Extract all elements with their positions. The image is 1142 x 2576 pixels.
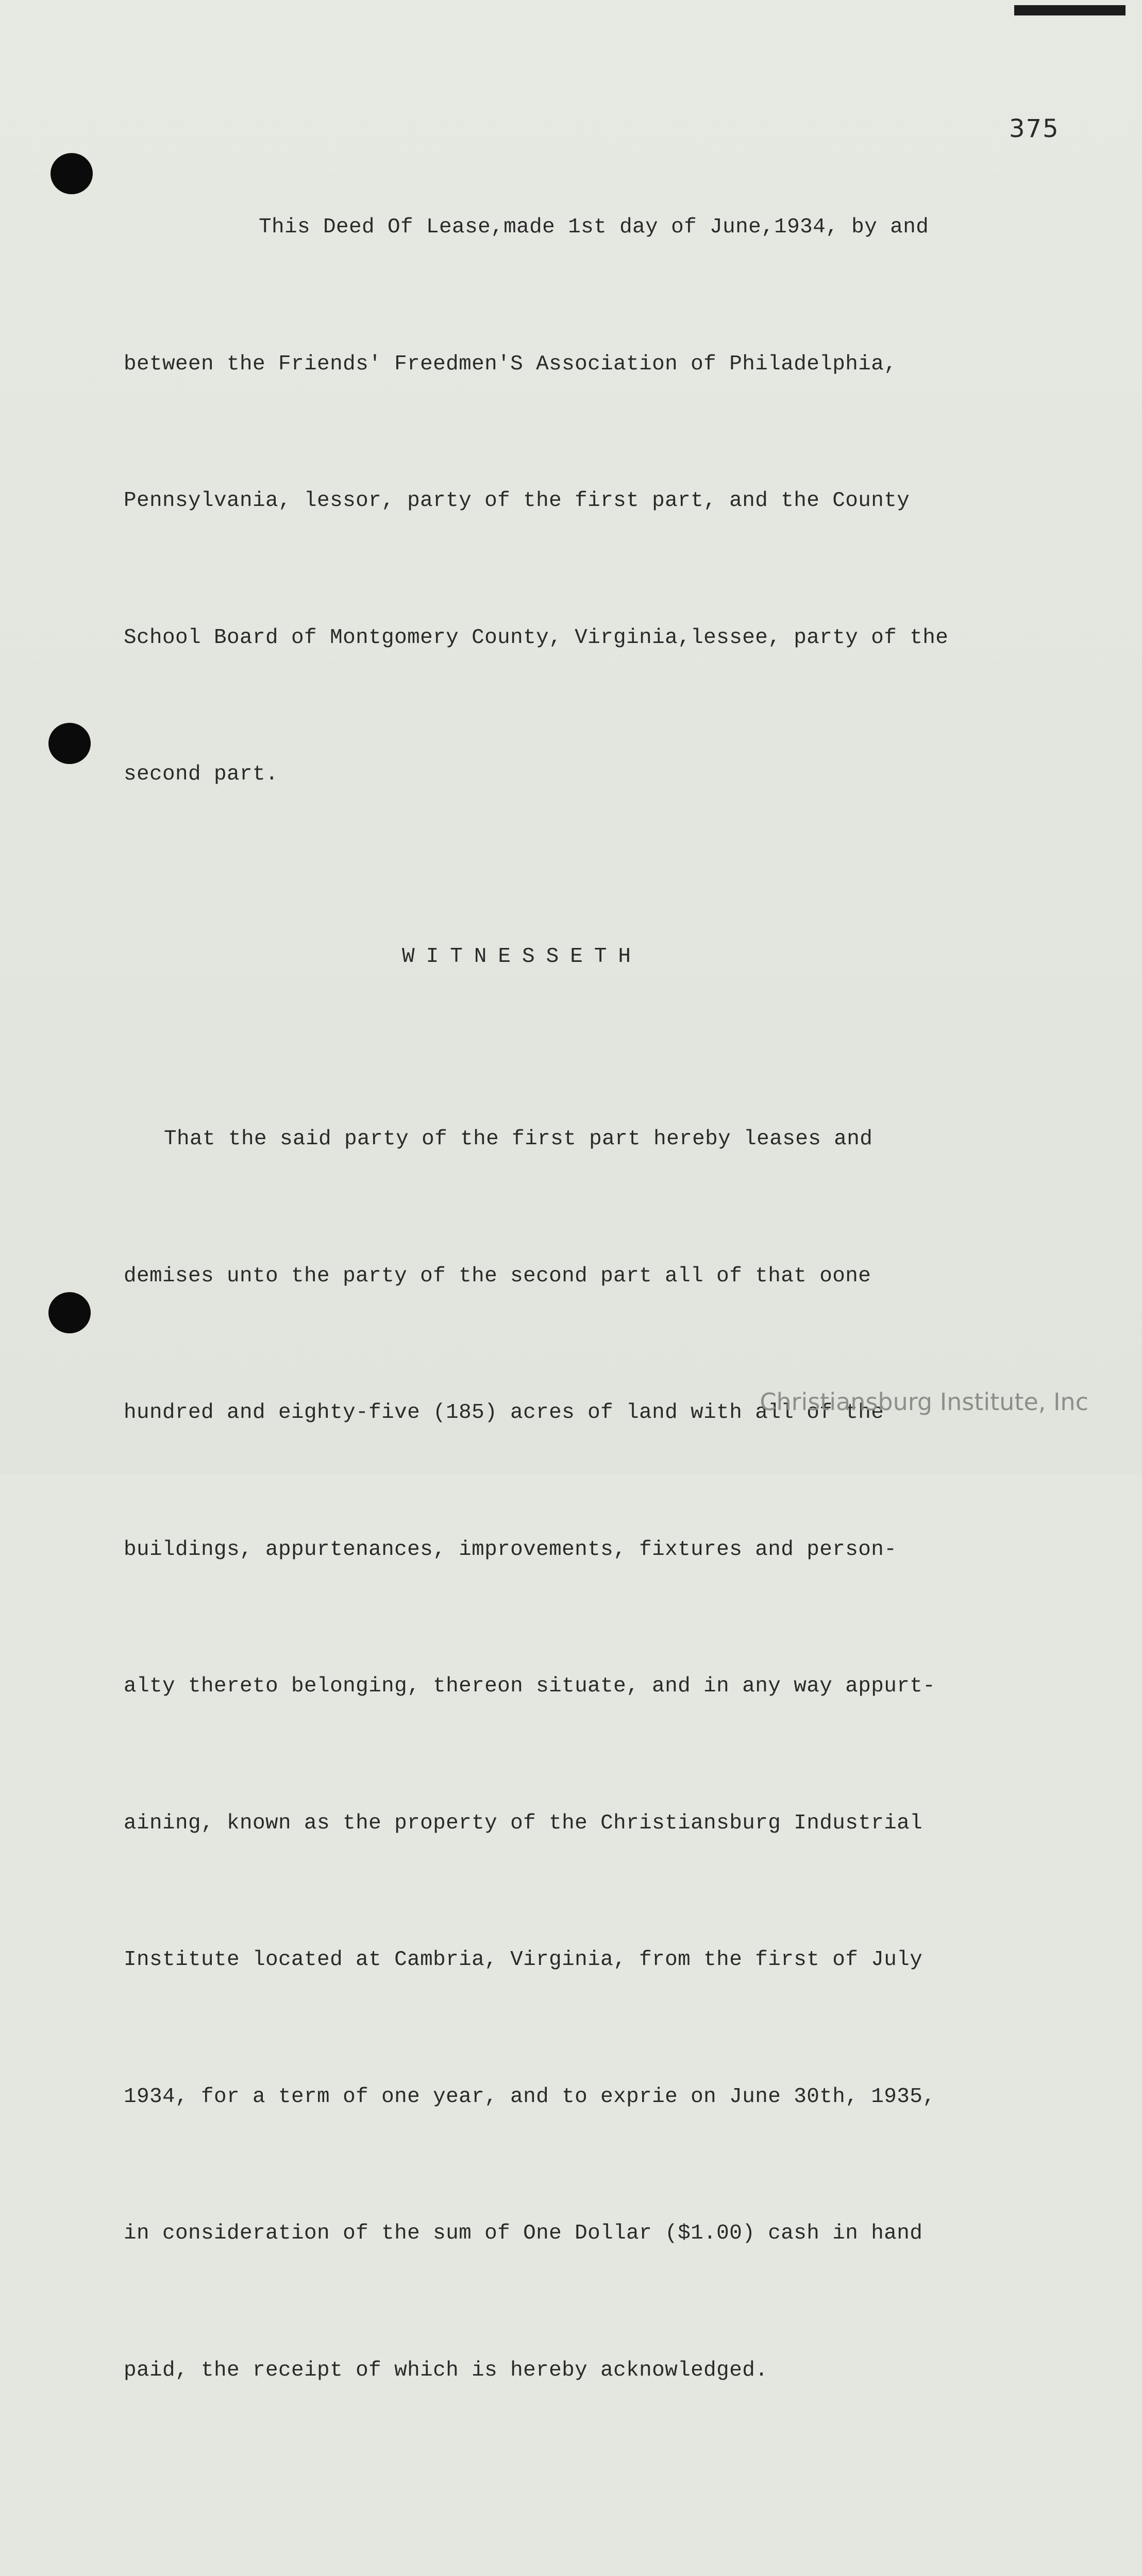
witnesseth-heading: WITNESSETH bbox=[402, 945, 643, 969]
punch-hole-bottom bbox=[48, 1292, 91, 1333]
handwritten-page-number: 375 bbox=[1009, 114, 1060, 143]
paragraph-2-line: demises unto the party of the second part all of that oone bbox=[124, 1264, 871, 1288]
paragraph-1-line: second part. bbox=[124, 762, 279, 786]
paragraph-2-line: alty thereto belonging, thereon situate, and in any way appurt- bbox=[124, 1674, 936, 1698]
paragraph-1-line: between the Friends' Freedmen'S Association of Philadelphia, bbox=[124, 352, 897, 376]
paragraph-2-line: hundred and eighty-five (185) acres of land with all of the bbox=[124, 1401, 884, 1425]
paragraph-2-line: buildings, appurtenances, improvements, fixtures and person- bbox=[124, 1537, 897, 1562]
paragraph-2-line: aining, known as the property of the Christiansburg Industrial bbox=[124, 1811, 923, 1835]
punch-hole-top bbox=[51, 153, 93, 194]
deed-text bbox=[124, 113, 1020, 2576]
paragraph-2-line: Institute located at Cambria, Virginia, from the first of July bbox=[124, 1948, 923, 1972]
footer-watermark: Christiansburg Institute, Inc bbox=[760, 1388, 1088, 1416]
paragraph-2-line: paid, the receipt of which is hereby acknowledged. bbox=[124, 2358, 768, 2382]
paragraph-2-line: in consideration of the sum of One Dollar ($1.00) cash in hand bbox=[124, 2222, 923, 2245]
paragraph-2-line: That the said party of the first part hereby leases and bbox=[164, 1127, 873, 1151]
paragraph-1-line: This Deed Of Lease,made 1st day of June,1934, by and bbox=[259, 215, 929, 239]
paragraph-1-line: Pennsylvania, lessor, party of the first part, and the County bbox=[124, 489, 910, 513]
paragraph-spacer bbox=[124, 2530, 1020, 2554]
scan-edge-mark bbox=[1014, 5, 1126, 15]
punch-hole-middle bbox=[48, 723, 91, 764]
paragraph-2-line: 1934, for a term of one year, and to exprie on June 30th, 1935, bbox=[124, 2084, 936, 2109]
paragraph-1-line: School Board of Montgomery County, Virginia,lessee, party of the bbox=[124, 625, 949, 650]
